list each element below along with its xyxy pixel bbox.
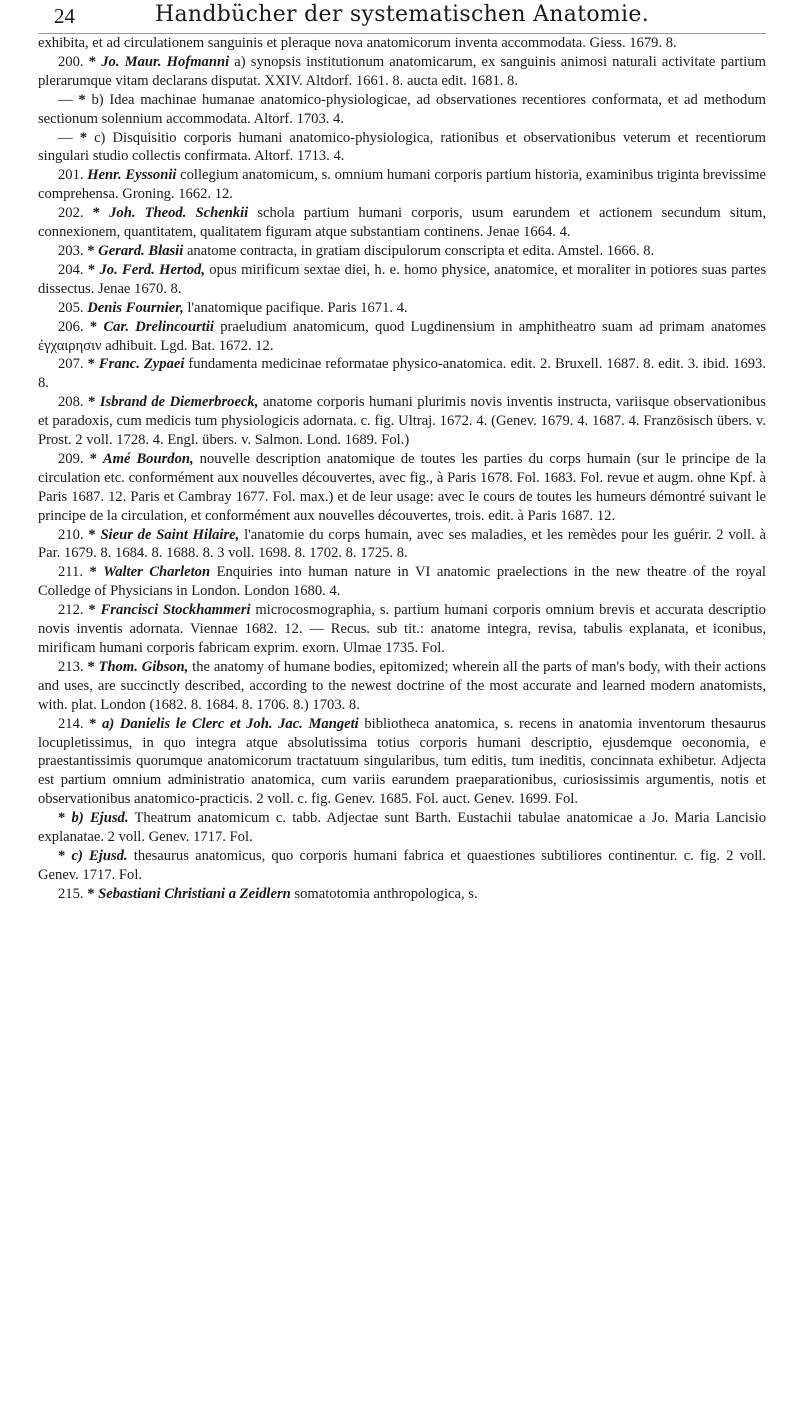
asterisk-mark: * bbox=[88, 602, 96, 619]
entry-text: c) Disquisitio corporis humani anatomico-physiologica, rationibus et observationibus veterum et recentiorum singulari studio collectis confirmata. Altorf. 1713. 4. bbox=[38, 129, 766, 165]
entry-author: Jo. Maur. Hofmanni bbox=[101, 53, 230, 70]
running-head: Handbücher der systematischen Anatomie. bbox=[155, 2, 649, 27]
bibliography-entry bbox=[38, 658, 766, 715]
bibliography-entry bbox=[38, 715, 766, 810]
entry-author: Amé Bourdon, bbox=[102, 450, 194, 467]
entry-author: Denis Fournier, bbox=[87, 299, 184, 316]
entry-author: a) Danielis le Clerc et Joh. Jac. Mangeti bbox=[102, 715, 359, 732]
bibliography-entry bbox=[38, 563, 766, 601]
asterisk-mark: * bbox=[87, 261, 96, 278]
entry-author: c) Ejusd. bbox=[71, 847, 128, 864]
entry-text: exhibita, et ad circulationem sanguinis et pleraque nova anatomicorum inventa accommodata. Giess. 1679. 8. bbox=[38, 35, 677, 51]
sub-entry bbox=[38, 847, 766, 885]
entry-text: anatome corporis humani plurimis novis inventis instructa, variisque observationibus et paradoxis, cum medicis tum physiologicis adornata. c. fig. Ultraj. 1672. 4. (Genev. 1679. 4. 1687. 4. Französisch übers. v. Prost. 2 voll. 1728. 4. Engl. übers. v. Salmon. Lond. 1689. Fol.) bbox=[38, 394, 766, 449]
asterisk-mark: * bbox=[87, 356, 95, 373]
entry-number: 215. bbox=[58, 885, 84, 902]
entry-number: 208. bbox=[58, 394, 84, 411]
bibliography-entry bbox=[38, 242, 766, 261]
entry-text: the anatomy of humane bodies, epitomized; wherein all the parts of man's body, with their actions and uses, are succinctly described, according to the newest doctrine of the most accurate and learned modern anatomists, with. plat. London (1682. 8. 1684. 8. 1706. 8.) 1703. 8. bbox=[38, 658, 767, 713]
entry-text: Theatrum anatomicum c. tabb. Adjectae sunt Barth. Eustachii tabulae anatomicae a Jo. Maria Lancisio explanatae. 2 voll. Genev. 1717. Fol. bbox=[38, 810, 766, 846]
entry-text: anatome contracta, in gratiam discipulorum conscripta et edita. Amstel. 1666. 8. bbox=[183, 242, 655, 259]
entry-text: l'anatomique pacifique. Paris 1671. 4. bbox=[183, 299, 408, 316]
entry-author: Isbrand de Diemerbroeck, bbox=[99, 394, 259, 411]
bibliography-entry bbox=[38, 166, 766, 204]
entry-author: Henr. Eyssonii bbox=[87, 167, 177, 184]
entry-text: nouvelle description anatomique de toutes les parties du corps humain (sur le principe de la circulation etc. conformément aux nouvelles découvertes, avec fig., à Paris 1678. Fol. 1683. Fol. revue et augm. ohne Kpf. à Paris 1687. 12. Paris et Cambray 1677. Fol. max.) et de leur usage: avec le cours de toutes les humeurs démontré suivant le principe de la circulation, et conformément aux nouvelles découvertes, trois. edit. à Paris 1687. 12. bbox=[38, 450, 766, 524]
continued-entry bbox=[38, 34, 766, 53]
bibliography-entry bbox=[38, 355, 766, 393]
asterisk-mark: * bbox=[88, 53, 97, 70]
entry-number: 204. bbox=[58, 261, 84, 278]
entry-number: 203. bbox=[58, 242, 84, 259]
entry-text: l'anatomie du corps humain, avec ses maladies, et les remèdes pour les guérir. 2 voll. à Par. 1679. 8. 1684. 8. 1688. 8. 3 voll. 1698. 8. 1702. 8. 1725. 8. bbox=[38, 526, 766, 562]
entry-author: Sieur de Saint Hilaire, bbox=[100, 526, 240, 543]
entry-number: — bbox=[58, 129, 73, 146]
entry-number: — bbox=[58, 91, 73, 108]
asterisk-mark: * bbox=[89, 318, 98, 335]
asterisk-mark: * bbox=[88, 394, 96, 411]
asterisk-mark: * bbox=[58, 847, 66, 864]
asterisk-mark: * bbox=[78, 91, 86, 108]
entry-author: Thom. Gibson, bbox=[98, 658, 189, 675]
bibliography-entry bbox=[38, 526, 766, 564]
header-rule bbox=[38, 33, 766, 34]
entry-author: Jo. Ferd. Hertod, bbox=[99, 261, 205, 278]
bibliography-entry bbox=[38, 261, 766, 299]
bibliography-entry bbox=[38, 601, 766, 658]
asterisk-mark: * bbox=[88, 526, 96, 543]
entry-text: schola partium humani corporis, usum earundem et actionem secundum situm, connexionem, quantitatem, qualitatem figuram atque substantiam continens. Jenae 1664. 4. bbox=[38, 205, 766, 241]
sub-entry bbox=[38, 129, 766, 167]
entry-text: fundamenta medicinae reformatae physico-anatomica. edit. 2. Bruxell. 1687. 8. edit. 3. ibid. 1693. 8. bbox=[38, 356, 766, 392]
asterisk-mark: * bbox=[87, 242, 95, 259]
bibliography-entry bbox=[38, 885, 766, 904]
asterisk-mark: * bbox=[87, 885, 95, 902]
asterisk-mark: * bbox=[92, 205, 100, 222]
asterisk-mark: * bbox=[79, 129, 87, 146]
entry-text: collegium anatomicum, s. omnium humani corporis partium historia, examinibus triginta brevissime comprehensa. Groning. 1662. 12. bbox=[38, 167, 766, 203]
entry-number: 207. bbox=[58, 356, 84, 373]
sub-entry bbox=[38, 91, 766, 129]
entry-number: 213. bbox=[58, 658, 84, 675]
bibliography-entry bbox=[38, 393, 766, 450]
bibliography-entry bbox=[38, 53, 766, 91]
asterisk-mark: * bbox=[58, 810, 66, 827]
entry-number: 201. bbox=[58, 167, 84, 184]
entry-number: 211. bbox=[58, 564, 83, 581]
entry-number: 200. bbox=[58, 53, 84, 70]
entry-number: 212. bbox=[58, 602, 84, 619]
entry-text: somatotomia anthropologica, s. bbox=[290, 885, 478, 902]
entry-text: b) Idea machinae humanae anatomico-physiologicae, ad observationes recentiores conformata, et ad methodum sectionum solennium accommodata. Altorf. 1703. 4. bbox=[38, 91, 766, 127]
bibliography-body bbox=[38, 34, 766, 904]
entry-text: bibliotheca anatomica, s. recens in anatomia inventorum thesaurus locupletissimus, in quo integra atque absolutissima totius corporis humani descriptio, ejusdemque oeconomia, e praestantissimis quorumque anatomicorum tractatuum singularibus, tum editis, tum ineditis, concinnata exhibetur. Adjecta est partium omnium administratio anatomica, cum variis earundem praeparationibus, curiosissimis argumentis, notis et observationibus anatomico-practicis. 2 voll. c. fig. Genev. 1685. Fol. auct. Genev. 1699. Fol. bbox=[38, 715, 766, 808]
entry-text: microcosmographia, s. partium humani corporis omnium brevis et accurata descriptio novis inventis adornata. Viennae 1682. 12. — Recus. sub tit.: anatome integra, revisa, tabulis explanata, et iconibus, mirificam humani corporis fabricam exprim. exorn. Ulmae 1735. Fol. bbox=[38, 602, 766, 656]
sub-entry bbox=[38, 809, 766, 847]
entry-text: a) synopsis institutionum anatomicarum, ex sanguinis animosi naturali activitate partium plerarumque vitam declarans disputat. XXIV. Altdorf. 1661. 8. aucta edit. 1681. 8. bbox=[38, 53, 766, 89]
entry-text: opus mirificum sextae diei, h. e. homo physice, anatomice, et moraliter in potiores suas partes dissectus. Jenae 1670. 8. bbox=[38, 261, 766, 297]
entry-number: 210. bbox=[58, 526, 84, 543]
entry-text: Enquiries into human nature in VI anatomic praelections in the new theatre of the royal Colledge of Physicians in London. London 1680. 4. bbox=[38, 564, 766, 600]
asterisk-mark: * bbox=[89, 450, 97, 467]
entry-author: b) Ejusd. bbox=[71, 810, 129, 827]
entry-author: Franc. Zypaei bbox=[98, 356, 185, 373]
page-header bbox=[38, 0, 766, 34]
bibliography-entry bbox=[38, 204, 766, 242]
bibliography-entry bbox=[38, 318, 766, 356]
entry-number: 209. bbox=[58, 450, 84, 467]
asterisk-mark: * bbox=[89, 715, 97, 732]
entry-number: 206. bbox=[58, 318, 84, 335]
bibliography-entry bbox=[38, 450, 766, 526]
asterisk-mark: * bbox=[89, 564, 97, 581]
entry-author: Sebastiani Christiani a Zeidlern bbox=[98, 885, 291, 902]
entry-author: Gerard. Blasii bbox=[98, 242, 184, 259]
page-number: 24 bbox=[54, 4, 75, 28]
entry-text: praeludium anatomicum, quod Lugdinensium in amphitheatro suam ad primam anatomes ἐγχαιρησιν adhibuit. Lgd. Bat. 1672. 12. bbox=[38, 318, 766, 354]
entry-number: 202. bbox=[58, 205, 84, 222]
entry-author: Joh. Theod. Schenkii bbox=[109, 205, 249, 222]
entry-number: 214. bbox=[58, 715, 84, 732]
entry-author: Walter Charleton bbox=[103, 564, 211, 581]
bibliography-entry bbox=[38, 299, 766, 318]
asterisk-mark: * bbox=[87, 658, 95, 675]
entry-text: thesaurus anatomicus, quo corporis humani fabrica et quaestiones subtiliores continentur. c. fig. 2 voll. Genev. 1717. Fol. bbox=[38, 847, 766, 883]
entry-number: 205. bbox=[58, 299, 84, 316]
entry-author: Francisci Stockhammeri bbox=[100, 602, 251, 619]
entry-author: Car. Drelincourtii bbox=[103, 318, 214, 335]
